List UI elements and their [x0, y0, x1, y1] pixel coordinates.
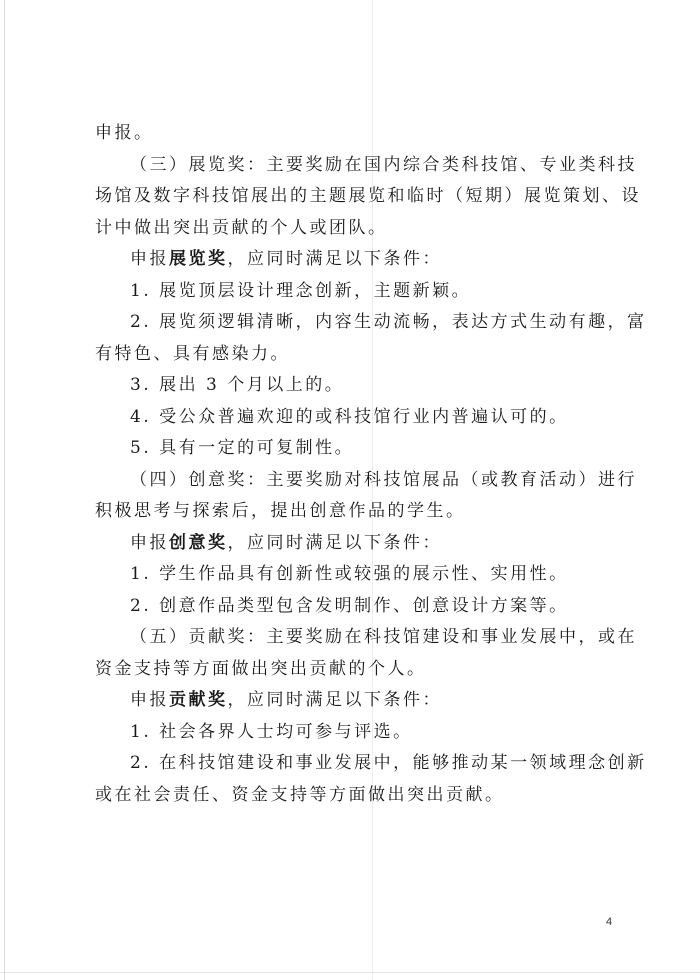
- body-line: 申报。: [95, 123, 154, 143]
- list-item: 2. 展览须逻辑清晰，内容生动流畅，表达方式生动有趣，富: [130, 312, 647, 332]
- body-line: 场馆及数字科技馆展出的主题展览和临时（短期）展览策划、设: [95, 186, 641, 206]
- list-item: 2. 创意作品类型包含发明制作、创意设计方案等。: [130, 595, 569, 616]
- requirement-intro-exhibition: [95, 244, 615, 276]
- list-item: 2. 在科技馆建设和事业发展中，能够推动某一领域理念创新: [130, 753, 647, 773]
- requirement-intro-creative: [95, 528, 615, 560]
- body-line: 资金支持等方面做出突出贡献的个人。: [95, 658, 427, 679]
- requirement-suffix: ，应同时满足以下条件：: [227, 532, 442, 553]
- scan-edge-left: [4, 0, 5, 980]
- award-name-bold: 展览奖: [169, 249, 228, 269]
- body-line: 计中做出突出贡献的个人或团队。: [95, 217, 388, 238]
- requirement-suffix: ，应同时满足以下条件：: [227, 690, 442, 710]
- list-item: 5. 具有一定的可复制性。: [130, 438, 355, 458]
- list-item-continuation: 或在社会责任、资金支持等方面做出突出贡献。: [95, 784, 505, 805]
- requirement-prefix: 申报: [130, 249, 169, 269]
- page-number: 4: [606, 916, 613, 928]
- requirement-prefix: 申报: [130, 690, 169, 710]
- list-item: 1. 社会各界人士均可参与评选。: [130, 721, 413, 742]
- award-name-bold: 创意奖: [169, 532, 228, 553]
- requirement-suffix: ，应同时满足以下条件：: [227, 249, 442, 269]
- section-heading-exhibition: （三）展览奖：主要奖励在国内综合类科技馆、专业类科技: [130, 154, 637, 175]
- document-body: [95, 118, 647, 811]
- award-name-bold: 贡献奖: [169, 690, 228, 710]
- list-item: 4. 受公众普遍欢迎的或科技馆行业内普遍认可的。: [130, 406, 569, 427]
- list-item: 3. 展出 3 个月以上的。: [130, 375, 345, 395]
- list-item: 1. 展览顶层设计理念创新，主题新颖。: [130, 280, 472, 301]
- requirement-prefix: 申报: [130, 532, 169, 553]
- list-item-continuation: 有特色、具有感染力。: [95, 343, 290, 364]
- section-heading-contribution: （五）贡献奖：主要奖励在科技馆建设和事业发展中，或在: [130, 627, 637, 647]
- scan-edge-bottom: [0, 972, 700, 973]
- body-line: 积极思考与探索后，提出创意作品的学生。: [95, 501, 466, 521]
- section-heading-creative: （四）创意奖：主要奖励对科技馆展品（或教育活动）进行: [130, 469, 637, 490]
- requirement-intro-contribution: [95, 685, 615, 717]
- list-item: 1. 学生作品具有创新性或较强的展示性、实用性。: [130, 564, 569, 584]
